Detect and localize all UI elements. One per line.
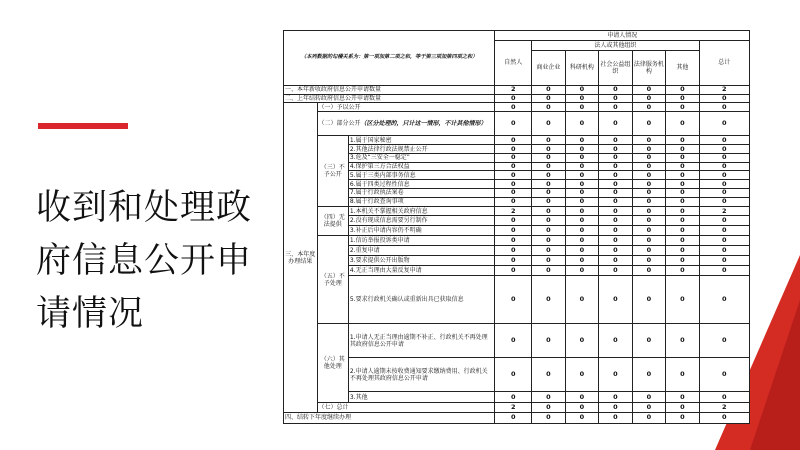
value-cell: 0 [632, 171, 666, 180]
value-cell: 0 [565, 85, 599, 94]
value-cell: 0 [666, 358, 700, 392]
applicant-situation-header: 申请人情况 [495, 31, 750, 41]
legal-persons-header: 法人或其他组织 [532, 40, 700, 50]
value-cell: 2 [699, 403, 749, 413]
value-cell: 0 [565, 392, 599, 403]
value-cell: 0 [565, 145, 599, 154]
value-cell: 0 [699, 358, 749, 392]
value-cell: 0 [495, 136, 532, 145]
disclosure-table-image [283, 30, 750, 424]
row-label-g2 [317, 112, 495, 136]
value-cell: 0 [632, 153, 666, 162]
row-label-new: 一、本年新收政府信息公开申请数量 [284, 85, 495, 94]
value-cell: 0 [495, 180, 532, 189]
value-cell: 0 [632, 180, 666, 189]
table-row [284, 358, 750, 392]
value-cell: 0 [632, 112, 666, 136]
value-cell: 0 [632, 94, 666, 103]
value-cell: 0 [532, 180, 566, 189]
value-cell: 0 [565, 153, 599, 162]
value-cell: 0 [532, 324, 566, 358]
value-cell: 0 [532, 136, 566, 145]
value-cell: 0 [632, 216, 666, 226]
table-row [284, 226, 750, 236]
value-cell: 0 [666, 265, 700, 275]
value-cell: 0 [495, 324, 532, 358]
value-cell: 0 [632, 275, 666, 323]
value-cell: 0 [495, 189, 532, 198]
disclosure-table [283, 30, 750, 424]
value-cell: 0 [532, 197, 566, 206]
value-cell: 0 [599, 197, 633, 206]
value-cell: 0 [599, 171, 633, 180]
sub-row-label: 1.本机关不掌握相关政府信息 [348, 206, 495, 216]
value-cell: 0 [699, 324, 749, 358]
value-cell: 0 [666, 206, 700, 216]
value-cell: 0 [699, 392, 749, 403]
value-cell: 0 [532, 403, 566, 413]
value-cell: 0 [599, 412, 633, 423]
value-cell: 0 [565, 171, 599, 180]
value-cell: 2 [495, 403, 532, 413]
value-cell: 0 [495, 412, 532, 423]
value-cell: 0 [666, 171, 700, 180]
table-row [284, 94, 750, 103]
value-cell: 0 [565, 103, 599, 112]
value-cell: 0 [495, 275, 532, 323]
value-cell: 0 [666, 103, 700, 112]
value-cell: 0 [666, 412, 700, 423]
sub-row-label: 7.属于行政执法案卷 [348, 189, 495, 198]
row-label-section3: 三、本年度办理结果 [284, 103, 318, 412]
value-cell: 0 [495, 145, 532, 154]
value-cell: 0 [632, 255, 666, 265]
value-cell: 0 [699, 275, 749, 323]
value-cell: 0 [632, 246, 666, 256]
value-cell: 0 [632, 392, 666, 403]
value-cell: 0 [632, 403, 666, 413]
value-cell: 0 [599, 275, 633, 323]
value-cell: 0 [599, 145, 633, 154]
value-cell: 0 [632, 324, 666, 358]
row-label-g3: （三）不予公开 [317, 136, 348, 206]
value-cell: 0 [699, 216, 749, 226]
value-cell: 0 [632, 85, 666, 94]
table-row [284, 246, 750, 256]
table-row [284, 162, 750, 171]
other-header: 其他 [666, 50, 700, 85]
value-cell: 0 [495, 112, 532, 136]
value-cell: 0 [532, 265, 566, 275]
sub-row-label: 1.属于国家秘密 [348, 136, 495, 145]
sub-row-label: 4.无正当理由大量反复申请 [348, 265, 495, 275]
value-cell: 2 [495, 85, 532, 94]
value-cell: 0 [699, 136, 749, 145]
row-label-g7: （七）总计 [317, 403, 495, 413]
value-cell: 0 [666, 216, 700, 226]
value-cell: 0 [532, 103, 566, 112]
g2-label: （二）部分公开 [318, 120, 361, 128]
title-accent-bar [38, 123, 128, 129]
value-cell: 0 [666, 189, 700, 198]
table-row [284, 180, 750, 189]
value-cell: 0 [565, 236, 599, 246]
value-cell: 0 [495, 226, 532, 236]
slide-title: 收到和处理政府信息公开申请情况 [36, 188, 253, 334]
value-cell: 0 [666, 136, 700, 145]
value-cell: 0 [699, 94, 749, 103]
value-cell: 0 [666, 275, 700, 323]
value-cell: 0 [699, 153, 749, 162]
value-cell: 0 [532, 153, 566, 162]
value-cell: 0 [666, 255, 700, 265]
value-cell: 0 [699, 171, 749, 180]
value-cell: 0 [532, 358, 566, 392]
value-cell: 0 [565, 94, 599, 103]
value-cell: 0 [666, 180, 700, 189]
sub-row-label: 4.保护第三方合法权益 [348, 162, 495, 171]
value-cell: 0 [699, 265, 749, 275]
value-cell: 0 [565, 162, 599, 171]
value-cell: 0 [495, 358, 532, 392]
value-cell: 0 [532, 236, 566, 246]
value-cell: 0 [532, 216, 566, 226]
value-cell: 0 [699, 236, 749, 246]
value-cell: 0 [699, 189, 749, 198]
value-cell: 0 [495, 392, 532, 403]
table-row [284, 153, 750, 162]
value-cell: 0 [632, 162, 666, 171]
value-cell: 0 [599, 216, 633, 226]
value-cell: 0 [632, 136, 666, 145]
value-cell: 0 [599, 246, 633, 256]
value-cell: 0 [532, 189, 566, 198]
value-cell: 0 [632, 265, 666, 275]
table-row [284, 412, 750, 423]
value-cell: 0 [599, 206, 633, 216]
value-cell: 0 [599, 153, 633, 162]
value-cell: 0 [632, 197, 666, 206]
sub-row-label: 5.属于三类内部事务信息 [348, 171, 495, 180]
value-cell: 0 [565, 206, 599, 216]
value-cell: 0 [532, 171, 566, 180]
table-row [284, 171, 750, 180]
table-row [284, 216, 750, 226]
value-cell: 0 [599, 255, 633, 265]
commercial-header: 商业企业 [532, 50, 566, 85]
header-row [284, 31, 750, 41]
table-row [284, 275, 750, 323]
value-cell: 0 [599, 265, 633, 275]
sub-row-label: 3.其他 [348, 392, 495, 403]
value-cell: 0 [532, 85, 566, 94]
value-cell: 0 [666, 94, 700, 103]
natural-person-header: 自然人 [495, 40, 532, 85]
value-cell: 0 [565, 324, 599, 358]
value-cell: 0 [565, 197, 599, 206]
sub-row-label: 2.重复申请 [348, 246, 495, 256]
value-cell: 0 [599, 85, 633, 94]
value-cell: 0 [599, 236, 633, 246]
value-cell: 0 [666, 145, 700, 154]
table-row [284, 236, 750, 246]
value-cell: 0 [532, 112, 566, 136]
value-cell: 0 [495, 162, 532, 171]
sub-row-label: 3.要求提供公开出版物 [348, 255, 495, 265]
table-row [284, 392, 750, 403]
value-cell: 0 [632, 226, 666, 236]
sub-row-label: 1.信访举报投诉类申请 [348, 236, 495, 246]
value-cell: 0 [532, 162, 566, 171]
value-cell: 0 [565, 136, 599, 145]
value-cell: 0 [632, 358, 666, 392]
table-row [284, 324, 750, 358]
value-cell: 0 [495, 103, 532, 112]
table-row [284, 103, 750, 112]
value-cell: 0 [599, 103, 633, 112]
value-cell: 0 [495, 216, 532, 226]
value-cell: 0 [599, 94, 633, 103]
value-cell: 0 [532, 246, 566, 256]
legal-service-header: 法律服务机构 [632, 50, 666, 85]
value-cell: 0 [699, 162, 749, 171]
sub-row-label: 2.其他法律行政法规禁止公开 [348, 145, 495, 154]
row-label-section4: 四、结转下年度继续办理 [284, 412, 495, 423]
value-cell: 0 [495, 236, 532, 246]
value-cell: 0 [495, 246, 532, 256]
value-cell: 0 [565, 265, 599, 275]
sub-row-label: 2.没有现成信息需要另行制作 [348, 216, 495, 226]
value-cell: 0 [699, 103, 749, 112]
value-cell: 0 [632, 189, 666, 198]
value-cell: 0 [666, 112, 700, 136]
value-cell: 0 [565, 246, 599, 256]
sub-row-label: 6.属于四类过程性信息 [348, 180, 495, 189]
row-label-g6: （六）其他处理 [317, 324, 348, 403]
value-cell: 0 [495, 94, 532, 103]
social-welfare-header: 社会公益组织 [599, 50, 633, 85]
value-cell: 0 [632, 206, 666, 216]
value-cell: 0 [565, 358, 599, 392]
value-cell: 0 [666, 226, 700, 236]
value-cell: 0 [599, 136, 633, 145]
value-cell: 0 [565, 275, 599, 323]
value-cell: 0 [599, 324, 633, 358]
value-cell: 0 [666, 197, 700, 206]
value-cell: 0 [599, 226, 633, 236]
sub-row-label: 8.属于行政查询事项 [348, 197, 495, 206]
value-cell: 0 [565, 403, 599, 413]
value-cell: 0 [666, 236, 700, 246]
value-cell: 0 [632, 145, 666, 154]
value-cell: 0 [599, 403, 633, 413]
value-cell: 0 [532, 255, 566, 265]
value-cell: 0 [699, 412, 749, 423]
sub-row-label: 3.危及“三安全一稳定” [348, 153, 495, 162]
table-row [284, 189, 750, 198]
table-row [284, 403, 750, 413]
value-cell: 0 [565, 180, 599, 189]
value-cell: 0 [532, 94, 566, 103]
sub-row-label: 5.要求行政机关确认或重新出具已获取信息 [348, 275, 495, 323]
value-cell: 0 [495, 255, 532, 265]
value-cell: 0 [599, 189, 633, 198]
value-cell: 0 [565, 255, 599, 265]
value-cell: 0 [699, 255, 749, 265]
row-label-g5: （五）不予处理 [317, 236, 348, 324]
sub-row-label: 1.申请人无正当理由逾期不补正、行政机关不再处理其政府信息公开申请 [348, 324, 495, 358]
row-label-g1: （一）予以公开 [317, 103, 495, 112]
value-cell: 0 [666, 324, 700, 358]
sub-row-label: 3.补正后申请内容仍不明确 [348, 226, 495, 236]
sub-row-label: 2.申请人逾期未按收费通知要求缴纳费用、行政机关不再处理其政府信息公开申请 [348, 358, 495, 392]
value-cell: 0 [699, 246, 749, 256]
value-cell: 0 [565, 189, 599, 198]
value-cell: 0 [699, 180, 749, 189]
research-header: 科研机构 [565, 50, 599, 85]
value-cell: 0 [565, 226, 599, 236]
value-cell: 0 [495, 197, 532, 206]
row-label-carry: 二、上年结转政府信息公开申请数量 [284, 94, 495, 103]
value-cell: 0 [565, 216, 599, 226]
table-row [284, 206, 750, 216]
g2-note: （区分处理的，只计这一情形，不计其他情形） [360, 120, 487, 128]
table-row [284, 255, 750, 265]
value-cell: 0 [666, 85, 700, 94]
value-cell: 0 [599, 112, 633, 136]
value-cell: 0 [632, 236, 666, 246]
value-cell: 0 [699, 197, 749, 206]
value-cell: 0 [532, 392, 566, 403]
row-label-g4: （四）无法提供 [317, 206, 348, 236]
table-row [284, 112, 750, 136]
value-cell: 2 [495, 206, 532, 216]
value-cell: 0 [666, 392, 700, 403]
value-cell: 0 [532, 145, 566, 154]
value-cell: 0 [666, 153, 700, 162]
value-cell: 0 [666, 403, 700, 413]
table-row [284, 265, 750, 275]
value-cell: 0 [495, 153, 532, 162]
value-cell: 0 [599, 392, 633, 403]
value-cell: 0 [699, 226, 749, 236]
value-cell: 0 [666, 162, 700, 171]
value-cell: 2 [699, 85, 749, 94]
value-cell: 0 [532, 226, 566, 236]
value-cell: 0 [532, 275, 566, 323]
value-cell: 0 [599, 162, 633, 171]
value-cell: 0 [565, 112, 599, 136]
value-cell: 0 [565, 412, 599, 423]
value-cell: 0 [599, 358, 633, 392]
value-cell: 0 [532, 206, 566, 216]
table-row [284, 136, 750, 145]
relation-note: （本列数据的勾稽关系为：第一项加第二项之和，等于第三项加第四项之和） [284, 31, 495, 86]
value-cell: 0 [532, 412, 566, 423]
value-cell: 0 [632, 103, 666, 112]
value-cell: 0 [699, 112, 749, 136]
value-cell: 0 [495, 171, 532, 180]
value-cell: 0 [495, 265, 532, 275]
value-cell: 2 [699, 206, 749, 216]
value-cell: 0 [699, 145, 749, 154]
value-cell: 0 [666, 246, 700, 256]
value-cell: 0 [632, 412, 666, 423]
total-header: 总计 [699, 40, 749, 85]
table-row [284, 145, 750, 154]
table-row [284, 85, 750, 94]
value-cell: 0 [599, 180, 633, 189]
table-row [284, 197, 750, 206]
